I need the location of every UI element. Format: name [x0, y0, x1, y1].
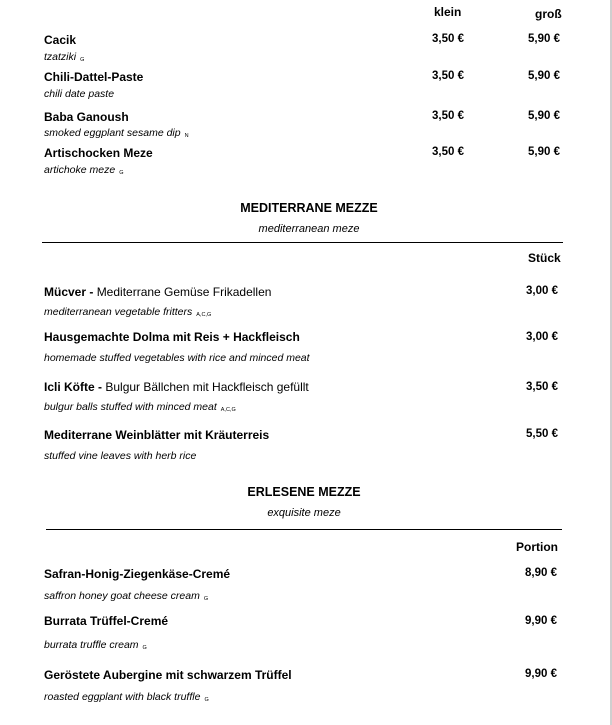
item-name: Baba Ganoush: [44, 110, 129, 124]
item-description: saffron honey goat cheese cream G: [44, 590, 209, 602]
column-header-small: klein: [434, 5, 462, 19]
price-small: 3,50 €: [432, 146, 464, 158]
column-header-portion: Portion: [516, 540, 558, 554]
price-large: 5,90 €: [528, 110, 560, 122]
item-name: Chili-Dattel-Paste: [44, 70, 144, 84]
item-description: burrata truffle cream G: [44, 639, 147, 651]
price-large: 5,90 €: [528, 146, 560, 158]
column-header-large: groß: [535, 7, 562, 21]
section-title: ERLESENE MEZZE: [247, 485, 361, 499]
allergen-code: G: [204, 697, 209, 703]
item-name: Cacik: [44, 33, 77, 47]
item-name: Artischocken Meze: [44, 146, 153, 160]
item-description: smoked eggplant sesame dip N: [44, 127, 189, 139]
allergen-code: G: [119, 170, 124, 176]
item-description: homemade stuffed vegetables with rice and minced meat: [44, 352, 310, 364]
section-title: MEDITERRANE MEZZE: [240, 201, 378, 215]
price-small: 3,50 €: [432, 110, 464, 122]
price: 8,90 €: [525, 567, 557, 579]
item-name: Mücver - Mediterrane Gemüse Frikadellen: [44, 285, 272, 299]
price-large: 5,90 €: [528, 33, 560, 45]
item-description: artichoke meze G: [44, 164, 124, 176]
price: 9,90 €: [525, 615, 557, 627]
item-name: Geröstete Aubergine mit schwarzem Trüffel: [44, 668, 292, 682]
price-small: 3,50 €: [432, 33, 464, 45]
allergen-code: G: [80, 57, 85, 63]
price-small: 3,50 €: [432, 70, 464, 82]
column-header-piece: Stück: [528, 251, 561, 265]
section-divider: [46, 529, 562, 530]
price: 3,00 €: [526, 285, 558, 297]
item-description: tzatziki G: [44, 51, 85, 63]
section-divider: [42, 242, 563, 243]
item-description: stuffed vine leaves with herb rice: [44, 450, 197, 462]
item-description: roasted eggplant with black truffle G: [44, 691, 209, 703]
item-description: bulgur balls stuffed with minced meat A,C,G: [44, 401, 236, 413]
allergen-code: G: [142, 645, 147, 651]
section-subtitle: exquisite meze: [267, 507, 341, 519]
item-description: mediterranean vegetable fritters A,C,G: [44, 306, 212, 318]
item-name: Mediterrane Weinblätter mit Kräuterreis: [44, 428, 270, 442]
item-description: chili date paste: [44, 88, 115, 100]
price: 3,50 €: [526, 381, 558, 393]
section-subtitle: mediterranean meze: [258, 223, 360, 235]
price: 3,00 €: [526, 331, 558, 343]
item-name: Icli Köfte - Bulgur Bällchen mit Hackfleisch gefüllt: [44, 380, 309, 394]
allergen-code: A,C,G: [220, 407, 236, 413]
item-name: Safran-Honig-Ziegenkäse-Cremé: [44, 567, 231, 581]
price: 5,50 €: [526, 428, 558, 440]
allergen-code: A,C,G: [196, 312, 212, 318]
item-name: Burrata Trüffel-Cremé: [44, 614, 169, 628]
price: 9,90 €: [525, 668, 557, 680]
item-name: Hausgemachte Dolma mit Reis + Hackfleisch: [44, 330, 300, 344]
price-large: 5,90 €: [528, 70, 560, 82]
allergen-code: G: [203, 596, 209, 602]
allergen-code: N: [184, 133, 189, 139]
